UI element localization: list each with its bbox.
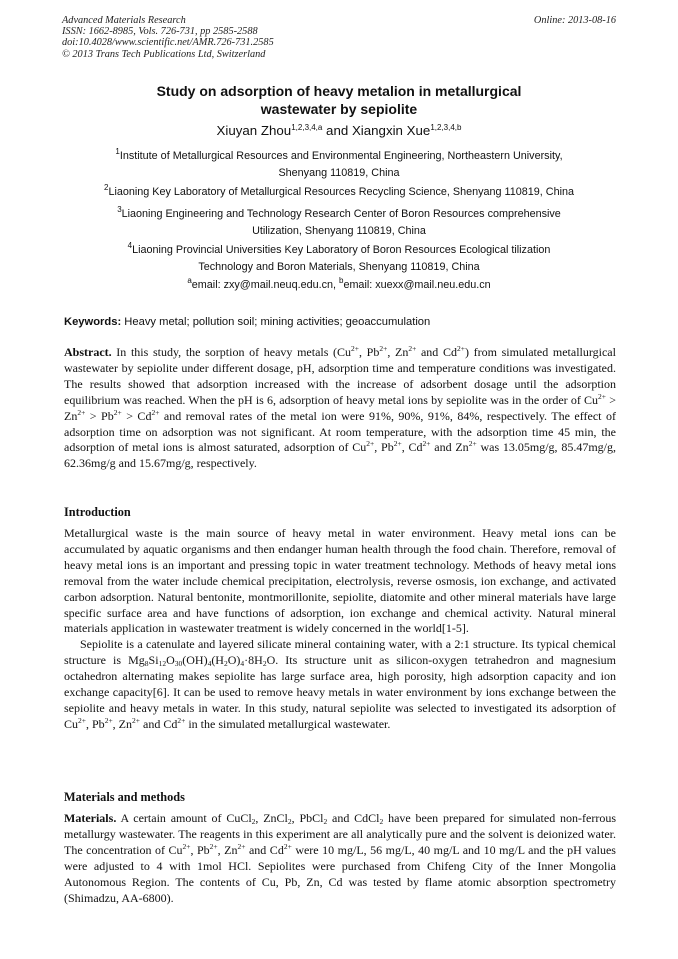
affiliation-4 — [62, 242, 616, 275]
journal-copyright: © 2013 Trans Tech Publications Ltd, Switzerland — [62, 48, 266, 60]
author-1-name: Xiuyan Zhou — [216, 123, 292, 138]
email-b: email: xuexx@mail.neu.edu.cn — [343, 279, 491, 291]
keywords-label: Keywords: — [64, 316, 122, 328]
author-2-affil: 1,2,3,4,b — [430, 123, 462, 132]
email-b-marker: b — [338, 276, 344, 285]
affiliation-1-line2: Shenyang 110819, China — [278, 166, 400, 179]
materials-text: A certain amount of CuCl$_2$, ZnCl$_2$, PbCl$_2$ and CdCl$_2$ have been prepared for simulated non-ferrous metallurgy wastewater. The reagents in this experiment are all analytically pure and the solvent is deionized water. The concentration of $Cu^{2+}$, $Pb^{2+}$, $Zn^{2+}$ and $Cd^{2+}$ were 10 mg/L, 56 mg/L, 40 mg/L and 10 mg/L and the pH values were adjusted to 4 with 1mol HCl. Sepiolites were purchased from Chifeng City of the Inner Mongolia Autonomous Region. The contents of Cu, Pb, Zn, Cd was tested by flame atomic absorption spectrometry (Shimadzu, AA-6800). — [64, 811, 617, 905]
abstract-label: Abstract. — [64, 345, 112, 359]
abstract-text: In this study, the sorption of heavy metals ($Cu^{2+}$, $Pb^{2+}$, $Zn^{2+}$ and $Cd^{2+}$) from simulated metallurgical wastewater by sepiolite under different dosage, pH, adsorption time and temperature conditions was investigated. The results showed that adsorption increased with the increase of adsorbent dosage until the adsorption equilibrium was reached. When the pH is 6, adsorption of heavy metal ions by sepiolite was in the order of $Cu^{2+} > Zn^{2+} > Pb^{2+} > Cd^{2+}$ and removal rates of the metal ion were 91%, 90%, 91%, 84%, respectively. The effect of adsorption time on adsorption was not significant. At room temperature, with the adsorption time 45 min, the adsorption of metal ions is almost saturated, adsorption of $Cu^{2+}$, $Pb^{2+}$, $Cd^{2+}$ and $Zn^{2+}$ was 13.05mg/g, 85.47mg/g, 62.36mg/g and 15.67mg/g, respectively. — [64, 344, 616, 471]
introduction-heading: Introduction — [64, 505, 131, 519]
introduction-body — [64, 526, 616, 733]
introduction-paragraph-1: Metallurgical waste is the main source of heavy metal in water environment. Heavy metal ions can be accumulated by aquatic organisms and then endanger human health through the food chain. Therefore, removal of heavy metal ions is an important and pressing topic in water treatment technology. Methods of heavy metal ions removal from the water include chemical precipitation, electrolysis, reverse osmosis, ion exchange, and activated carbon adsorption. Natural bentonite, montmorillonite, sepiolite, diatomite and other mineral materials have large specific surface area and have functions of adsorption, ion exchange and chemical activity. Natural mineral materials application in wastewater treatment is widely concerned in the world[1-5]. — [64, 526, 616, 636]
email-a-marker: a — [187, 276, 192, 285]
affiliation-4-num: 4 — [127, 241, 133, 250]
affiliation-1-num: 1 — [115, 147, 120, 156]
journal-doi: doi:10.4028/www.scientific.net/AMR.726-731.2585 — [62, 37, 274, 49]
affiliation-3 — [62, 206, 616, 239]
title-line-2: wastewater by sepiolite — [260, 101, 418, 117]
author-list — [62, 123, 616, 139]
affiliation-3-line1: Liaoning Engineering and Technology Research Center of Boron Resources comprehensive — [121, 208, 561, 220]
introduction-paragraph-2: Sepiolite is a catenulate and layered silicate mineral containing water, with a 2:1 structure. Its typical chemical structure is $Mg_8Si_{12}O_{30}(OH)_4(H_2O)_4\cdot 8H_2O$. Its structure unit as silicon-oxygen tetrahedron and magnesium octahedron alternating makes sepiolite has large surface area, high porosity, high adsorption capacity and ion exchange capacity[6]. It can be used to remove heavy metals in water environment by ions exchange between the sepiolite and heavy metals in water. In this study, natural sepiolite was selected to investigated its adsorption of $Cu^{2+}$, $Pb^{2+}$, $Zn^{2+}$ and $Cd^{2+}$ in the simulated metallurgical wastewater. — [64, 637, 617, 731]
journal-header — [62, 15, 274, 60]
email-a: email: zxy@mail.neuq.edu.cn, — [191, 279, 339, 291]
keywords-text: Heavy metal; pollution soil; mining activities; geoaccumulation — [121, 316, 431, 328]
paper-title — [62, 82, 616, 118]
affiliation-3-line2: Utilization, Shenyang 110819, China — [252, 224, 426, 237]
affiliation-1-line1: Institute of Metallurgical Resources and Environmental Engineering, Northeastern University, — [119, 150, 563, 162]
title-line-1: Study on adsorption of heavy metalion in metallurgical — [156, 83, 522, 99]
affiliation-2-line1: Liaoning Key Laboratory of Metallurgical Resources Recycling Science, Shenyang 110819, China — [108, 186, 574, 198]
affiliation-1 — [62, 148, 616, 181]
author-conjunction: and — [322, 123, 352, 138]
abstract — [64, 345, 616, 472]
author-emails — [62, 278, 616, 292]
affiliation-3-num: 3 — [117, 205, 122, 214]
affiliation-4-line1: Liaoning Provincial Universities Key Laboratory of Boron Resources Ecological tilization — [132, 244, 551, 256]
online-date: Online: 2013-08-16 — [533, 15, 616, 26]
affiliation-4-line2: Technology and Boron Materials, Shenyang 110819, China — [198, 260, 480, 273]
affiliation-2-num: 2 — [104, 183, 109, 192]
materials-label: Materials. — [64, 811, 117, 825]
methods-heading: Materials and methods — [64, 790, 185, 804]
author-2-name: Xiangxin Xue — [351, 123, 431, 138]
materials-paragraph — [64, 811, 616, 906]
keywords — [64, 315, 616, 329]
affiliation-2 — [62, 184, 616, 201]
journal-name: Advanced Materials Research — [62, 15, 186, 26]
journal-issn: ISSN: 1662-8985, Vols. 726-731, pp 2585-2588 — [62, 26, 258, 38]
author-1-affil: 1,2,3,4,a — [291, 123, 323, 132]
